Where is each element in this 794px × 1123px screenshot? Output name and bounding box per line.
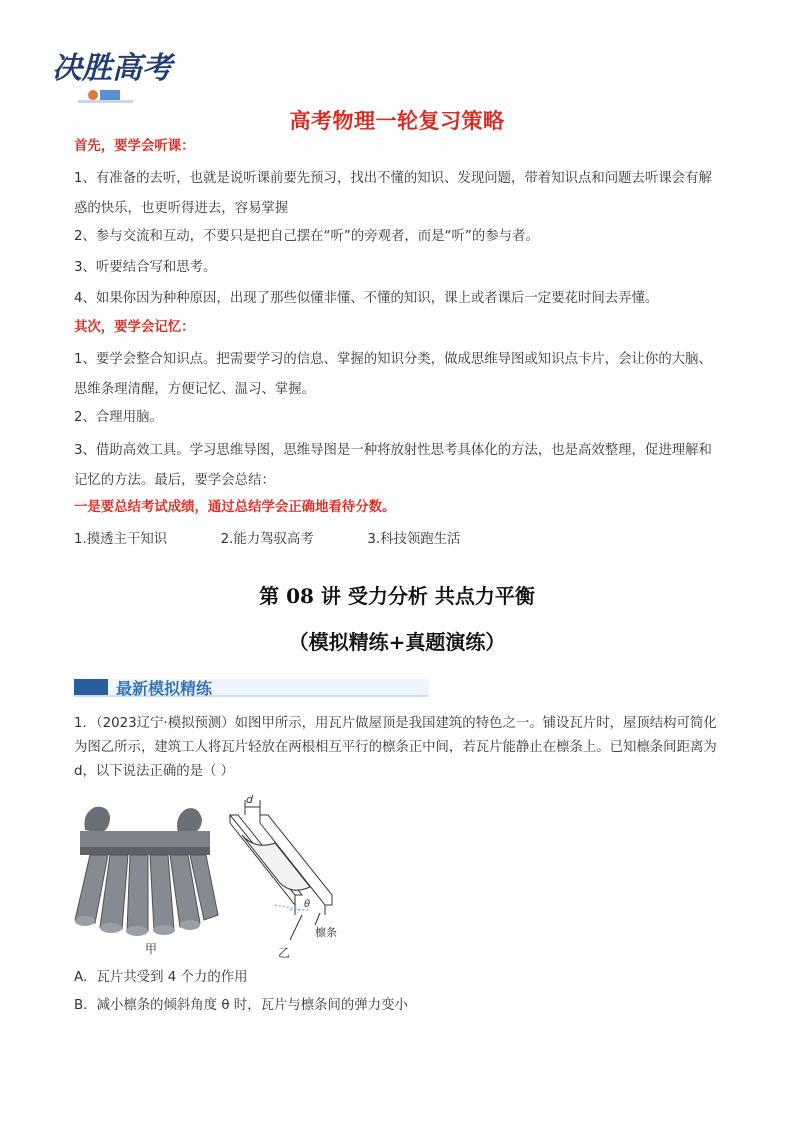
label-theta: θ — [304, 899, 311, 910]
listen-item-3: 3、听要结合写和思考。 — [74, 260, 217, 275]
purlin-diagram — [230, 800, 332, 940]
summary-red: 一是要总结考试成绩，通过总结学会正确地看待分数。 — [74, 500, 396, 515]
label-purlin: 檩条 — [315, 926, 337, 939]
option-a: A．瓦片共受到 4 个力的作用 — [74, 970, 248, 985]
roof-tiles-figure — [75, 807, 218, 936]
section-label: 最新模拟精练 — [116, 679, 213, 698]
listen-item-1: 1、有准备的去听，也就是说听课前要先预习，找出不懂的知识、发现问题，带着知识点和问题去听课会有解惑的快乐，也更听得进去，容易掌握 — [74, 171, 712, 216]
figure-label-jia: 甲 — [145, 942, 158, 956]
page-title: 高考物理一轮复习策略 — [289, 109, 505, 133]
question-text: 1．（2023辽宁·模拟预测）如图甲所示，用瓦片做屋顶是我国建筑的特色之一。铺设瓦片时，屋顶结构可简化为图乙所示，建筑工人将瓦片轻放在两根相互平行的檩条正中间，若瓦片能静止在檩条上。已知檩条间距离为 d，以下说法正确的是（ ） — [74, 716, 717, 779]
question-figure — [70, 795, 370, 965]
listen-heading: 首先，要学会听课： — [74, 139, 195, 154]
memory-item-3: 3、借助高效工具。学习思维导图，思维导图是一种将放射性思考具体化的方法，也是高效整理，促进理解和记忆的方法。最后，要学会总结： — [74, 443, 712, 488]
summary-item-1: 1.摸透主干知识 — [74, 532, 168, 547]
figure-label-yi: 乙 — [278, 946, 291, 960]
label-d: d — [246, 795, 253, 806]
listen-item-2: 2、参与交流和互动，不要只是把自己摆在“听”的旁观者，而是“听”的参与者。 — [74, 229, 539, 244]
summary-list — [74, 530, 724, 550]
logo — [48, 40, 183, 110]
section-label-bar — [74, 675, 429, 699]
lecture-title: 第 08 讲 受力分析 共点力平衡 — [259, 584, 535, 608]
summary-item-3: 3.科技领跑生活 — [367, 532, 461, 547]
memory-item-2: 2、合理用脑。 — [74, 410, 163, 425]
lecture-subtitle: （模拟精练+真题演练） — [288, 630, 506, 654]
option-b: B．减小檩条的倾斜角度 θ 时，瓦片与檩条间的弹力变小 — [74, 998, 408, 1013]
logo-text: 决胜高考 — [52, 51, 172, 86]
memory-item-1: 1、要学会整合知识点。把需要学习的信息、掌握的知识分类，做成思维导图或知识点卡片，会让你的大脑、思维条理清醒，方便记忆、温习、掌握。 — [74, 352, 712, 397]
summary-item-2: 2.能力驾驭高考 — [220, 532, 314, 547]
memory-heading: 其次，要学会记忆： — [74, 320, 195, 335]
listen-item-4: 4、如果你因为种种原因，出现了那些似懂非懂、不懂的知识，课上或者课后一定要花时间去弄懂。 — [74, 291, 659, 306]
